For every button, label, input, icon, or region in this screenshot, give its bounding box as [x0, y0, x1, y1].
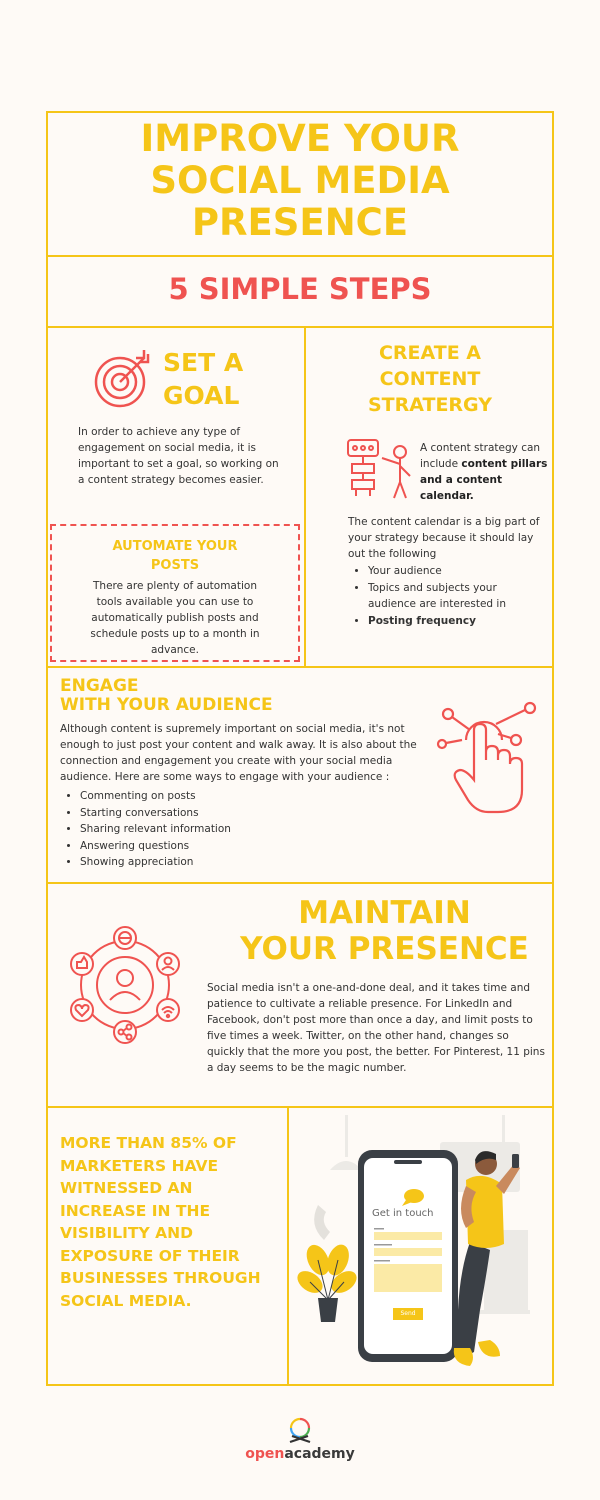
content-strategy-intro-text: A content strategy can include — [420, 442, 541, 470]
divider-3 — [46, 666, 554, 668]
divider-1 — [46, 255, 554, 257]
engage-heading-line2: WITH YOUR AUDIENCE — [60, 695, 273, 715]
page-subtitle: 5 SIMPLE STEPS — [168, 272, 432, 306]
maintain-heading — [222, 895, 547, 967]
divider-4 — [46, 882, 554, 884]
touch-hand-icon — [436, 700, 540, 816]
content-strategy-intro — [420, 440, 550, 504]
divider-5 — [46, 1106, 554, 1108]
list-item: • Posting frequency — [368, 613, 548, 630]
engage-text: Although content is supremely important on social media, it's not enough to just post your content and walk away. It is also about the connection and engagement you create with your social media audience. Here are some ways to engage with your audience : — [60, 723, 417, 783]
frame-right — [552, 111, 554, 1386]
contact-illustration — [290, 1110, 550, 1382]
stat-text: MORE THAN 85% OF MARKETERS HAVE WITNESSED AN INCREASE IN THE VISIBILITY AND EXPOSURE OF THEIR BUSINESSES THROUGH SOCIAL MEDIA. — [60, 1134, 261, 1310]
list-item: • Starting conversations — [80, 805, 360, 822]
automate-heading: AUTOMATE YOUR POSTS — [112, 539, 238, 573]
list-item: • Your audience — [368, 563, 548, 580]
target-icon — [92, 348, 154, 410]
network-icon — [60, 920, 190, 1050]
maintain-heading-line2: YOUR PRESENCE — [240, 931, 529, 967]
list-item: • Sharing relevant information — [80, 821, 360, 838]
frame-left — [46, 111, 48, 1386]
list-item: • Showing appreciation — [80, 854, 360, 871]
brand-open: open — [245, 1446, 285, 1462]
frame-bottom — [46, 1384, 554, 1386]
get-in-touch-label: Get in touch — [372, 1208, 434, 1219]
brand-wordmark — [230, 1446, 370, 1462]
divider-col-1 — [304, 326, 306, 666]
strategy-flow-icon — [346, 438, 416, 500]
list-item: • Commenting on posts — [80, 788, 360, 805]
content-strategy-list — [348, 563, 548, 629]
frame-top — [46, 111, 554, 113]
list-item: • Topics and subjects your audience are interested in — [368, 580, 548, 613]
set-goal-text: In order to achieve any type of engagement on social media, it is important to set a goal, so working on a content strategy becomes easier. — [78, 426, 279, 486]
set-goal-heading: SET A GOAL — [163, 348, 244, 410]
engage-list — [60, 788, 360, 871]
divider-col-2 — [287, 1106, 289, 1386]
list-item: • Answering questions — [80, 838, 360, 855]
engage-heading-line1: ENGAGE — [60, 676, 139, 696]
brand-academy: academy — [284, 1446, 355, 1462]
maintain-heading-line1: MAINTAIN — [298, 895, 471, 931]
automate-text: There are plenty of automation tools available you can use to automatically publish posts and schedule posts up to a month in advance. — [90, 580, 260, 656]
content-calendar-text: The content calendar is a big part of your strategy because it should lay out the following — [348, 516, 540, 560]
maintain-text: Social media isn't a one-and-done deal, and it takes time and patience to cultivate a reliable presence. For LinkedIn and Facebook, don't post more than once a day, and limit posts to five times a week. Twitter, on the other hand, changes so quickly that the more you post, the better. For Pinterest, 11 pins a day seems to be the magic number. — [207, 982, 545, 1074]
page-title: IMPROVE YOUR SOCIAL MEDIA PRESENCE — [140, 117, 460, 244]
divider-2 — [46, 326, 554, 328]
open-academy-logo-icon — [284, 1412, 316, 1444]
content-strategy-intro-bold: content pillars and a content calendar. — [420, 458, 548, 502]
send-button-label: Send — [400, 1310, 416, 1317]
engage-heading — [60, 677, 360, 715]
content-strategy-heading: CREATE A CONTENT STRATERGY — [367, 342, 492, 416]
